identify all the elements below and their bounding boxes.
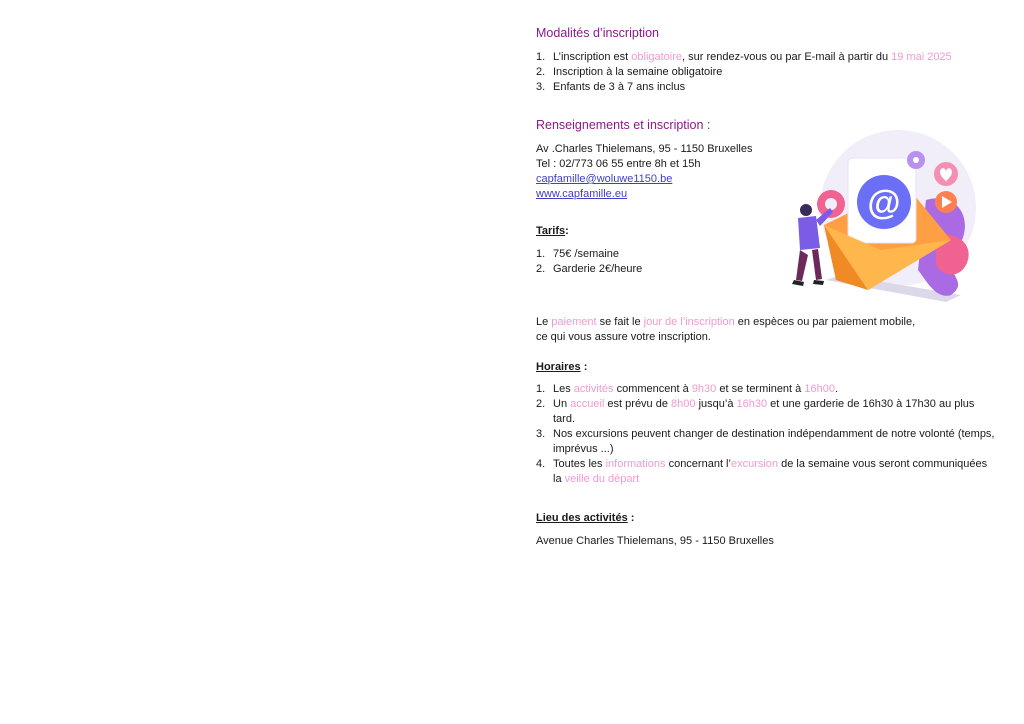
highlight-text: accueil bbox=[570, 398, 605, 410]
highlight-text: 8h00 bbox=[671, 398, 696, 410]
email-at-icon bbox=[786, 130, 981, 315]
highlight-text: 16h00 bbox=[804, 383, 835, 395]
lieu-colon: : bbox=[627, 512, 635, 524]
text: est prévu de bbox=[604, 398, 672, 410]
item-text: 75€ /semaine bbox=[553, 248, 620, 260]
text: Un bbox=[553, 398, 571, 410]
list-number: 2. bbox=[536, 66, 546, 78]
paiement-line-1 bbox=[536, 315, 996, 330]
email-link[interactable]: capfamille@woluwe1150.be bbox=[536, 173, 673, 185]
highlight-text: 9h30 bbox=[691, 383, 717, 395]
text: et une garderie de 16h30 à 17h30 au plus tard. bbox=[553, 398, 975, 425]
text: Toutes les bbox=[553, 458, 606, 470]
horaires-list bbox=[536, 382, 996, 487]
list-number: 3. bbox=[536, 81, 546, 93]
list-number: 1. bbox=[536, 51, 546, 63]
text: concernant l’ bbox=[665, 458, 731, 470]
item-text: Inscription à la semaine obligatoire bbox=[553, 66, 723, 78]
text: de la semaine vous seront communiquées la bbox=[553, 458, 988, 485]
renseignements-title: Renseignements et inscription : bbox=[536, 118, 711, 132]
list-item bbox=[536, 397, 996, 427]
item-text: Garderie 2€/heure bbox=[553, 263, 643, 275]
highlight-date: 19 mai 2025 bbox=[891, 51, 952, 63]
lieu-heading bbox=[536, 511, 996, 526]
item-text: L’inscription est bbox=[553, 51, 632, 63]
list-number: 3. bbox=[536, 428, 546, 440]
text: Les bbox=[553, 383, 574, 395]
modalites-title: Modalités d’inscription bbox=[536, 26, 659, 40]
list-item bbox=[536, 65, 996, 80]
highlight-text: obligatoire bbox=[631, 51, 683, 63]
email-illustration bbox=[786, 130, 981, 315]
item-text: , sur rendez-vous ou par E-mail à partir du bbox=[682, 51, 892, 63]
list-item bbox=[536, 382, 996, 397]
highlight-text: excursion bbox=[730, 458, 779, 470]
website-link[interactable]: www.capfamille.eu bbox=[536, 188, 628, 200]
list-number: 1. bbox=[536, 248, 546, 260]
address-text: Av .Charles Thielemans, 95 - 1150 Bruxelles bbox=[536, 143, 753, 155]
list-item bbox=[536, 457, 996, 487]
text: et se terminent à bbox=[716, 383, 805, 395]
text: Nos excursions peuvent changer de destination indépendamment de notre volonté (temps, imprévus ...) bbox=[553, 428, 995, 455]
text: commencent à bbox=[613, 383, 692, 395]
text: . bbox=[834, 383, 838, 395]
list-item bbox=[536, 80, 996, 95]
highlight-text: paiement bbox=[551, 316, 597, 328]
list-number: 1. bbox=[536, 383, 546, 395]
modalites-list bbox=[536, 50, 996, 95]
paiement-paragraph bbox=[536, 315, 996, 345]
text: Le bbox=[536, 316, 552, 328]
item-text: Enfants de 3 à 7 ans inclus bbox=[553, 81, 686, 93]
list-number: 2. bbox=[536, 398, 546, 410]
highlight-text: activités bbox=[573, 383, 614, 395]
highlight-text: informations bbox=[605, 458, 666, 470]
highlight-text: veille du départ bbox=[564, 473, 640, 485]
text: en espèces ou par paiement mobile, bbox=[734, 316, 916, 328]
list-number: 2. bbox=[536, 263, 546, 275]
highlight-text: 16h30 bbox=[736, 398, 768, 410]
lieu-label: Lieu des activités bbox=[536, 512, 628, 524]
list-item bbox=[536, 50, 996, 65]
lieu-address: Avenue Charles Thielemans, 95 - 1150 Bruxelles bbox=[536, 535, 774, 547]
horaires-label: Horaires bbox=[536, 361, 581, 373]
horaires-colon: : bbox=[580, 361, 588, 373]
text: se fait le bbox=[596, 316, 644, 328]
tarifs-label: Tarifs bbox=[536, 225, 566, 237]
list-item bbox=[536, 427, 996, 457]
horaires-heading bbox=[536, 360, 996, 375]
tel-text: Tel : 02/773 06 55 entre 8h et 15h bbox=[536, 158, 701, 170]
paiement-line-2: ce qui vous assure votre inscription. bbox=[536, 331, 711, 343]
highlight-text: jour de l’inscription bbox=[643, 316, 735, 328]
text: jusqu’à bbox=[695, 398, 737, 410]
list-number: 4. bbox=[536, 458, 546, 470]
svg-text:@: @ bbox=[867, 184, 901, 222]
tarifs-colon: : bbox=[565, 225, 569, 237]
